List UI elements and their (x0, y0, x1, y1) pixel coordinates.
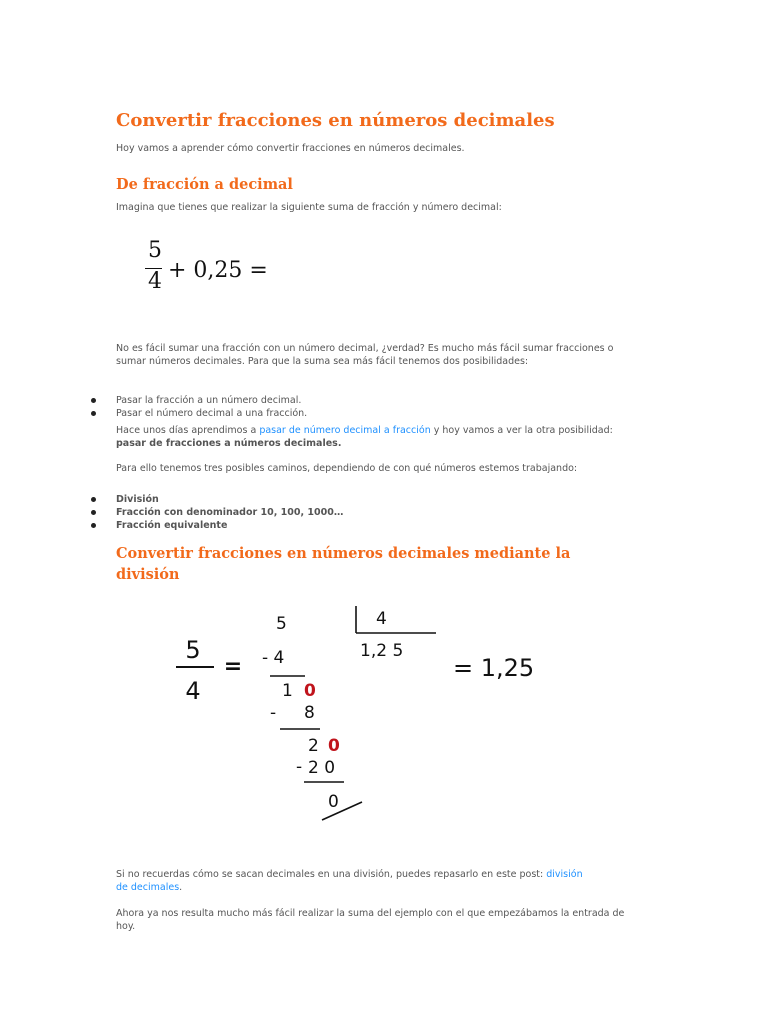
decimal-to-fraction-link[interactable]: pasar de número decimal a fracción (259, 425, 431, 436)
options-list (116, 394, 307, 420)
first-bring-down: 0 (304, 681, 316, 701)
formula-numerator: 5 (148, 238, 162, 263)
divisor: 4 (376, 609, 387, 629)
ways-intro-text: Para ello tenemos tres posibles caminos, dependiendo de con qué números estemos trabajando: (116, 463, 578, 474)
final-strike-line (322, 802, 362, 820)
text-span: y hoy vamos a ver la otra posibilidad: (430, 425, 613, 436)
division-equals-sign: = (223, 654, 243, 679)
sum-intro-text: Imagina que tienes que realizar la siguiente suma de fracción y número decimal: (116, 202, 502, 213)
formula-fraction (144, 238, 166, 295)
list-item: Fracción equivalente (116, 519, 343, 532)
text-span: Hace unos días aprendimos a (116, 425, 260, 436)
bold-text: pasar de fracciones a números decimales. (116, 437, 342, 449)
second-remainder-digit: 2 (308, 736, 319, 756)
decimal-division-link[interactable]: división de decimales (116, 869, 583, 893)
list-item: Pasar el número decimal a una fracción. (116, 408, 308, 419)
division-fraction-denominator: 4 (185, 677, 201, 705)
formula-denominator: 4 (148, 269, 162, 294)
second-minus-sign: - (270, 703, 277, 723)
third-subtraction: 2 0 (308, 758, 336, 778)
intro-text: Hoy vamos a aprender cómo convertir fracciones en números decimales. (116, 143, 465, 154)
page-title: Convertir fracciones en números decimales (116, 110, 555, 131)
difficulty-text: No es fácil sumar una fracción con un número decimal, ¿verdad? Es mucho más fácil sumar fracciones o sumar números decimales. Para que la suma sea más fácil tenemos dos posibilidades: (116, 343, 614, 367)
first-subtraction: - 4 (262, 648, 285, 668)
division-fraction-numerator: 5 (185, 636, 201, 664)
list-item: Pasar la fracción a un número decimal. (116, 394, 307, 407)
previous-post-text (116, 425, 641, 450)
second-bring-down: 0 (328, 736, 340, 756)
dividend: 5 (276, 614, 287, 634)
final-remainder: 0 (328, 792, 339, 812)
quotient: 1,2 5 (360, 641, 404, 661)
text-span: . (179, 881, 183, 893)
third-minus-sign: - (296, 757, 303, 777)
second-subtraction: 8 (304, 703, 315, 723)
ways-list (116, 493, 343, 532)
review-post-text (116, 869, 586, 894)
first-remainder-digit: 1 (282, 681, 293, 701)
closing-text: Ahora ya nos resulta mucho más fácil realizar la suma del ejemplo con el que empezábamos la entrada de hoy. (116, 908, 625, 932)
fraction-bar (145, 268, 162, 269)
section-heading-division: Convertir fracciones en números decimales mediante la división (116, 545, 571, 583)
formula-rest: + 0,25 = (168, 258, 268, 283)
section-heading-fraction-to-decimal: De fracción a decimal (116, 176, 293, 193)
list-item: Fracción con denominador 10, 100, 1000… (116, 507, 344, 518)
list-item: División (116, 493, 343, 506)
division-result: = 1,25 (453, 654, 535, 682)
text-span: Si no recuerdas cómo se sacan decimales en una división, puedes repasarlo en este post: (116, 869, 547, 880)
